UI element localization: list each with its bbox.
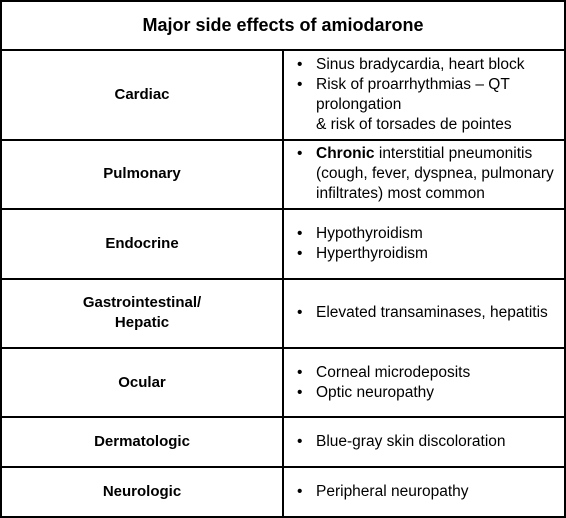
list-item (297, 144, 564, 204)
table-row-gastrointestinal (1, 279, 565, 348)
category-cell: Cardiac (1, 50, 283, 140)
emphasis-text: Chronic (316, 145, 375, 163)
table-row-dermatologic (1, 417, 565, 466)
effect-text: Blue-gray skin discoloration (316, 433, 506, 450)
effect-text: Peripheral neuropathy (316, 482, 469, 500)
category-cell (1, 279, 283, 348)
category-cell: Pulmonary (1, 140, 283, 209)
category-cell: Neurologic (1, 467, 283, 517)
list-item (297, 482, 564, 502)
effects-cell (283, 209, 565, 278)
effects-cell (283, 417, 565, 466)
bullet-icon: • (297, 145, 303, 163)
effect-text: Sinus bradycardia, heart block (316, 56, 525, 74)
effect-list (284, 432, 564, 452)
bullet-icon: • (297, 363, 303, 381)
effect-list (284, 144, 564, 204)
bullet-icon: • (297, 433, 303, 450)
bullet-icon: • (297, 76, 303, 94)
table-row-ocular (1, 348, 565, 417)
effect-text: Elevated transaminases, hepatitis (316, 304, 548, 322)
effects-cell (283, 279, 565, 348)
table-title: Major side effects of amiodarone (1, 1, 565, 50)
list-item (297, 303, 564, 323)
bullet-icon: • (297, 383, 303, 401)
effect-text: Corneal microdeposits (316, 363, 471, 381)
effect-list (284, 303, 564, 323)
list-item (297, 55, 564, 75)
effects-cell (283, 140, 565, 209)
effect-text: Hyperthyroidism (316, 244, 428, 262)
category-cell: Dermatologic (1, 417, 283, 466)
effect-list (284, 224, 564, 264)
bullet-icon: • (297, 224, 303, 242)
effect-text: Risk of proarrhythmias – QT prolongation (316, 76, 510, 114)
list-item (297, 75, 564, 135)
effect-list (284, 482, 564, 502)
effect-text: Optic neuropathy (316, 383, 435, 401)
category-cell: Endocrine (1, 209, 283, 278)
effect-text: interstitial pneumonitis (cough, fever, dyspnea, pulmonary infiltrates) most common (316, 145, 554, 203)
table-row-endocrine (1, 209, 565, 278)
table-row-pulmonary (1, 140, 565, 209)
list-item (297, 244, 564, 264)
category-line: Hepatic (114, 314, 170, 332)
effect-text: Hypothyroidism (316, 224, 423, 242)
effects-cell (283, 50, 565, 140)
bullet-icon: • (297, 482, 303, 500)
bullet-icon: • (297, 244, 303, 262)
title-row (1, 1, 565, 50)
bullet-icon: • (297, 304, 303, 322)
category-cell: Ocular (1, 348, 283, 417)
list-item (297, 224, 564, 244)
effects-cell (283, 467, 565, 517)
effect-list (284, 55, 564, 135)
list-item (297, 432, 564, 452)
effect-list (284, 363, 564, 403)
list-item (297, 363, 564, 383)
category-line: Gastrointestinal/ (82, 294, 202, 312)
table-row-cardiac (1, 50, 565, 140)
effects-cell (283, 348, 565, 417)
list-item (297, 383, 564, 403)
table-row-neurologic (1, 467, 565, 517)
effect-text-continuation: & risk of torsades de pointes (316, 116, 512, 134)
bullet-icon: • (297, 56, 303, 74)
